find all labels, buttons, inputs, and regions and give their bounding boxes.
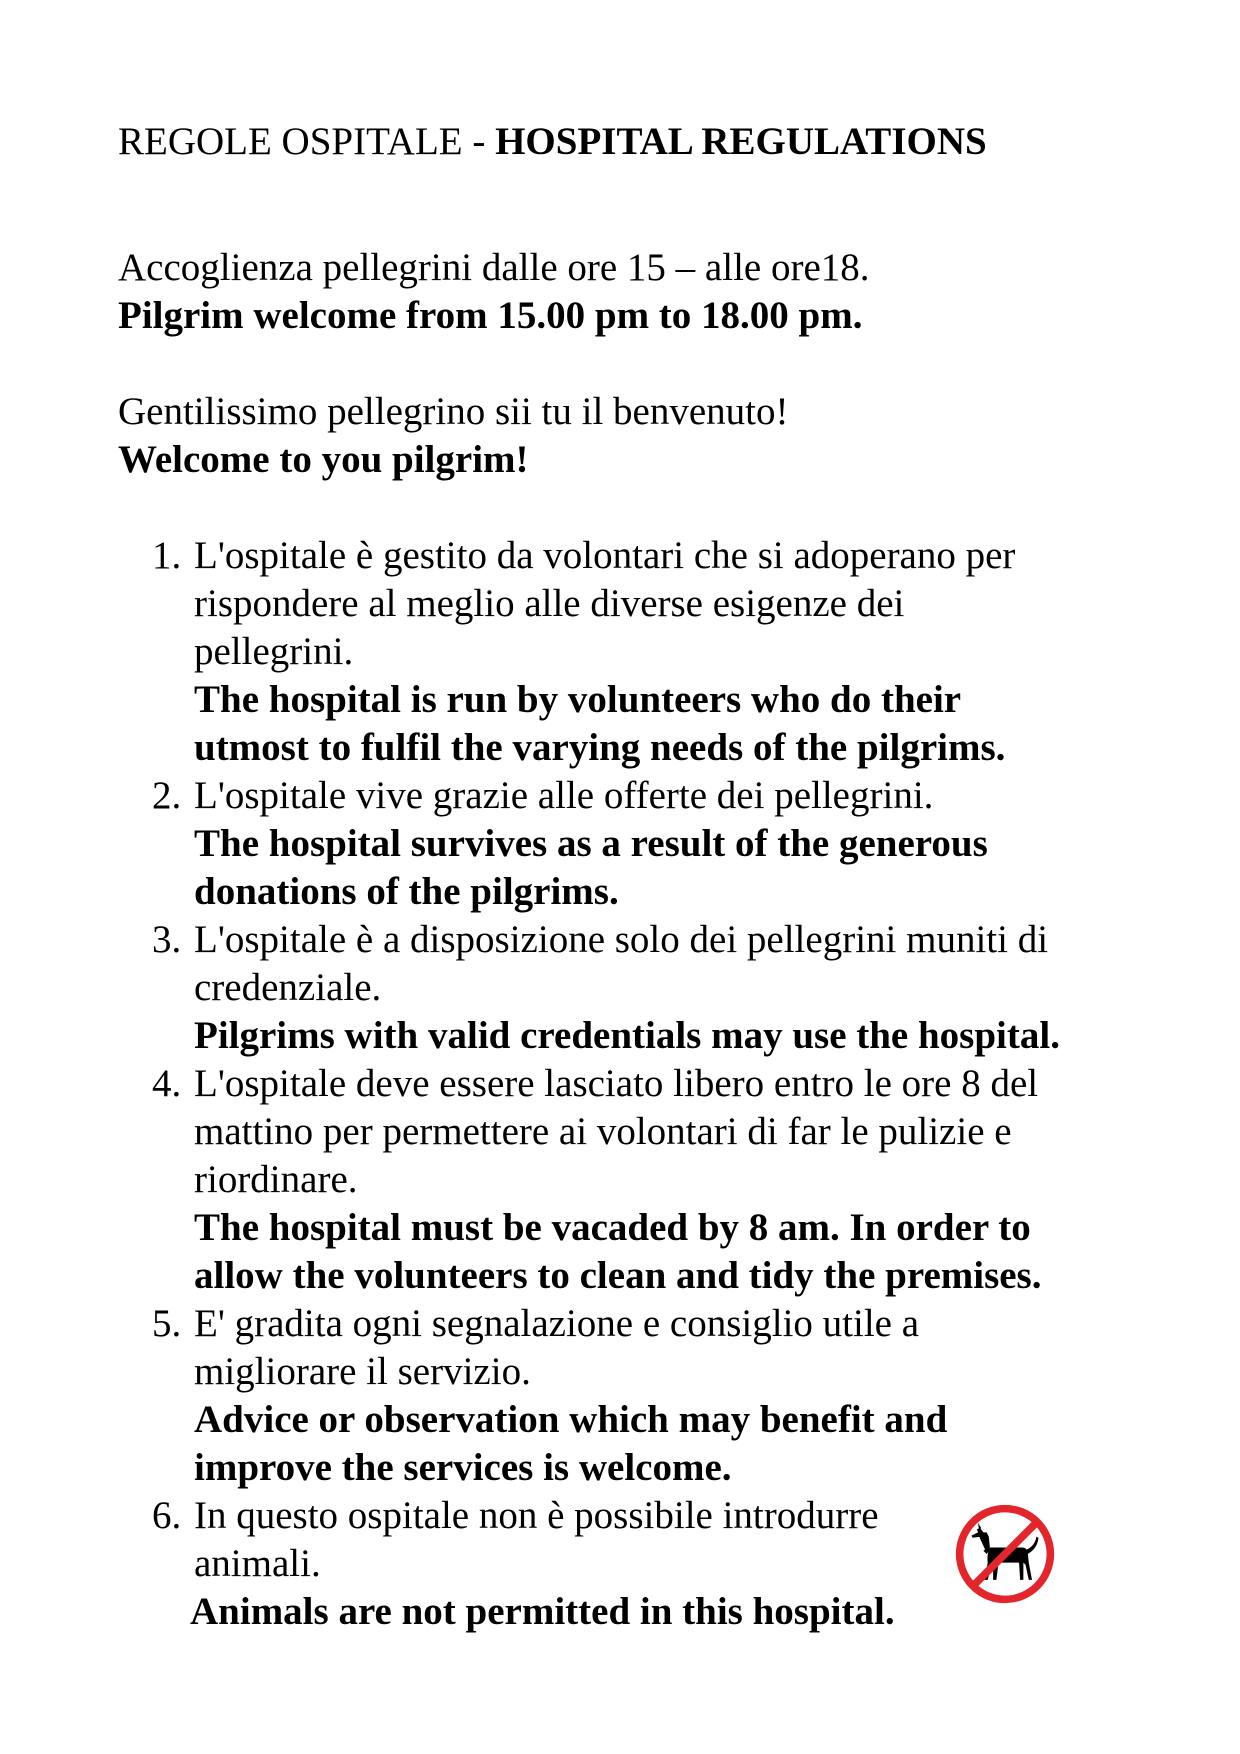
rule-english-line: The hospital is run by volunteers who do their xyxy=(194,678,962,721)
rule-italian-line: migliorare il servizio. xyxy=(194,1350,531,1393)
rule-italian-line: In questo ospitale non è possibile introdurre xyxy=(194,1494,879,1537)
rule-item-2 xyxy=(118,772,1118,916)
rule-english-line: improve the services is welcome. xyxy=(194,1446,732,1489)
rule-english-line: Advice or observation which may benefit and xyxy=(194,1398,948,1441)
rule-english-line: donations of the pilgrims. xyxy=(194,870,619,913)
rule-italian-line: rispondere al meglio alle diverse esigenze dei xyxy=(194,582,905,625)
welcome-hours-italian: Accoglienza pellegrini dalle ore 15 – alle ore18. xyxy=(118,246,870,289)
rule-number: 1. xyxy=(152,534,182,577)
rule-item-1 xyxy=(118,532,1118,772)
rule-number: 5. xyxy=(152,1302,182,1345)
rule-english-line: The hospital must be vacaded by 8 am. In order to xyxy=(194,1206,1031,1249)
rule-italian-line: L'ospitale è gestito da volontari che si adoperano per xyxy=(194,534,1016,577)
title-english: HOSPITAL REGULATIONS xyxy=(495,120,987,163)
rule-english-line: The hospital survives as a result of the generous xyxy=(194,822,988,865)
rule-italian-line: L'ospitale vive grazie alle offerte dei pellegrini. xyxy=(194,774,934,817)
rule-number: 3. xyxy=(152,918,182,961)
rule-italian-line: animali. xyxy=(194,1542,321,1585)
greeting-english: Welcome to you pilgrim! xyxy=(118,438,529,481)
rule-italian-line: pellegrini. xyxy=(194,630,354,673)
rule-italian-line: L'ospitale è a disposizione solo dei pellegrini muniti di xyxy=(194,918,1049,961)
rule-italian-line: E' gradita ogni segnalazione e consiglio utile a xyxy=(194,1302,920,1345)
welcome-greeting xyxy=(118,388,789,484)
rule-english-line: utmost to fulfil the varying needs of the pilgrims. xyxy=(194,726,1006,769)
rule-number: 4. xyxy=(152,1062,182,1105)
rule-english-line: Pilgrims with valid credentials may use the hospital. xyxy=(194,1014,1060,1057)
title-italian: REGOLE OSPITALE - xyxy=(118,120,496,163)
rules-list xyxy=(118,532,1118,1636)
rule-item-3 xyxy=(118,916,1118,1060)
rule-item-5 xyxy=(118,1300,1118,1492)
page-title xyxy=(118,118,987,166)
rule-item-4 xyxy=(118,1060,1118,1300)
welcome-hours-english: Pilgrim welcome from 15.00 pm to 18.00 pm. xyxy=(118,294,863,337)
rule-number: 6. xyxy=(152,1494,182,1537)
rule-english-line: Animals are not permitted in this hospital. xyxy=(190,1590,895,1633)
welcome-hours xyxy=(118,244,870,340)
rule-italian-line: mattino per permettere ai volontari di far le pulizie e xyxy=(194,1110,1012,1153)
greeting-italian: Gentilissimo pellegrino sii tu il benvenuto! xyxy=(118,390,789,433)
rule-english-line: allow the volunteers to clean and tidy the premises. xyxy=(194,1254,1042,1297)
no-dogs-icon xyxy=(951,1500,1059,1608)
rule-italian-line: credenziale. xyxy=(194,966,382,1009)
rule-number: 2. xyxy=(152,774,182,817)
rule-italian-line: L'ospitale deve essere lasciato libero entro le ore 8 del xyxy=(194,1062,1039,1105)
rule-italian-line: riordinare. xyxy=(194,1158,358,1201)
